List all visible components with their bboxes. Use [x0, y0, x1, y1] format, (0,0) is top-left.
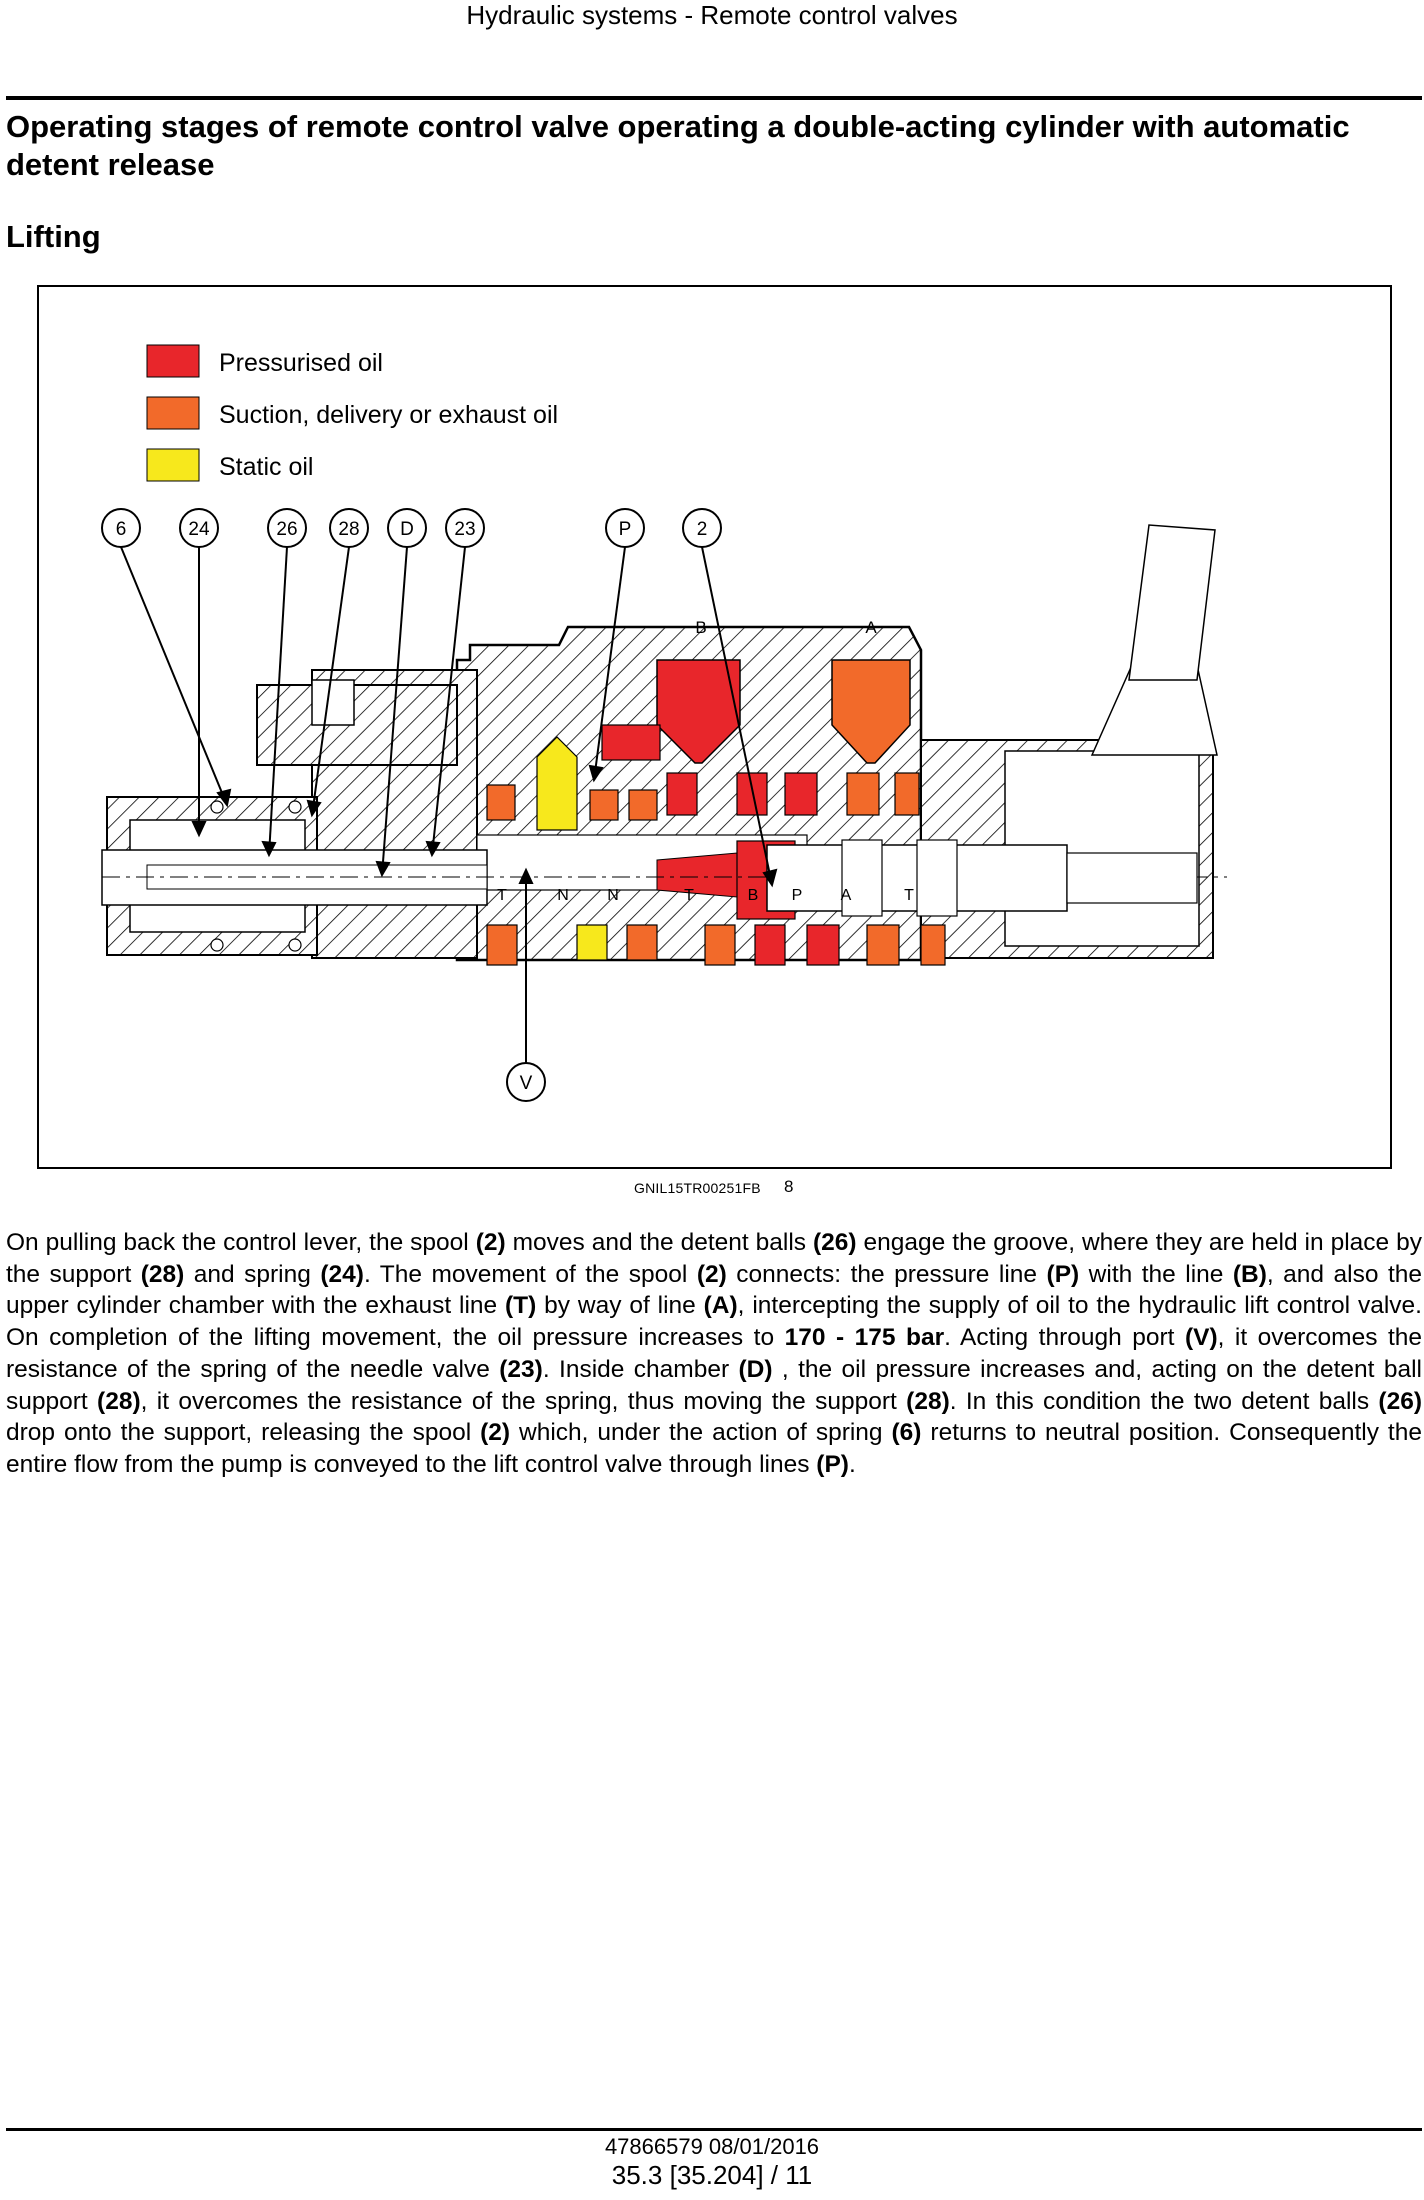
port-label-b: B [695, 618, 707, 637]
bold-reference: (6) [891, 1419, 922, 1447]
legend-label: Static oil [219, 453, 314, 481]
svg-text:28: 28 [338, 519, 360, 540]
svg-text:6: 6 [115, 519, 127, 540]
bold-reference: 170 - 175 bar [784, 1324, 945, 1352]
text-run: , the oil pressure increases and, acting on the detent ball support [6, 1355, 1422, 1415]
bold-reference: (P) [1046, 1260, 1080, 1288]
text-run: returns to neutral position. Consequently the entire flow from the pump is conveyed to the lift control valve through lines [6, 1419, 1422, 1478]
bold-reference: (2) [480, 1419, 511, 1447]
bold-reference: (2) [475, 1229, 506, 1256]
text-run: with the line [1079, 1260, 1233, 1288]
text-run: , it overcomes the resistance of the spring of the needle valve [6, 1324, 1423, 1383]
legend-swatch [147, 397, 199, 429]
text-run: . Inside chamber [542, 1355, 739, 1383]
text-run: which, under the action of spring [510, 1419, 892, 1447]
passage-label: A [840, 887, 852, 904]
bold-reference: (24) [320, 1260, 364, 1288]
port-label-a: A [865, 618, 877, 637]
text-run: . The movement of the spool [363, 1260, 697, 1288]
svg-text:26: 26 [276, 519, 298, 540]
header-rule [6, 96, 1422, 100]
bold-reference: (D) [738, 1355, 773, 1383]
passage-label: T [684, 887, 694, 904]
text-run: . In this condition the two detent balls [949, 1387, 1379, 1415]
callout-v [507, 1063, 545, 1101]
figure-number: 8 [784, 1177, 794, 1196]
legend-swatch [147, 449, 199, 481]
passage-label: N [607, 887, 619, 904]
body-paragraph [6, 1227, 1422, 1481]
section-title: Operating stages of remote control valve operating a double-acting cylinder with automatic detent release [6, 109, 1350, 182]
footer-page-ref: 35.3 [35.204] / 11 [611, 2160, 813, 2190]
bold-reference: (28) [97, 1387, 141, 1415]
footer-rule [6, 2128, 1422, 2131]
callout-p [606, 509, 644, 547]
bold-reference: (28) [906, 1387, 950, 1415]
bold-reference: (A) [703, 1292, 738, 1320]
bold-reference: (T) [505, 1292, 537, 1320]
callout-28 [330, 509, 368, 547]
passage-label: B [747, 887, 759, 904]
bold-reference: (26) [813, 1229, 857, 1256]
callout-24 [180, 509, 218, 547]
svg-text:P: P [618, 519, 632, 540]
svg-text:23: 23 [454, 519, 476, 540]
callout-26 [268, 509, 306, 547]
bold-reference: (23) [499, 1355, 543, 1383]
text-run: , it overcomes the resistance of the spring, thus moving the support [140, 1387, 907, 1415]
bold-reference: (28) [140, 1260, 185, 1288]
legend-item-suction [147, 397, 558, 429]
legend-swatch [147, 345, 199, 377]
bold-reference: (P) [816, 1450, 849, 1478]
passage-label: N [557, 887, 569, 904]
text-run: , intercepting the supply of oil to the hydraulic lift control valve. On completion of the lifting movement, the oil pressure increases to [6, 1292, 1422, 1352]
text-run: . Acting through port [944, 1324, 1185, 1352]
bold-reference: (B) [1232, 1260, 1267, 1288]
text-run: moves and the detent balls [505, 1229, 814, 1256]
svg-text:24: 24 [188, 519, 210, 540]
text-run: and spring [184, 1260, 321, 1288]
legend-item-pressurised [147, 345, 383, 377]
legend-label: Pressurised oil [219, 349, 383, 377]
passage-label: T [904, 887, 914, 904]
svg-text:D: D [400, 519, 414, 540]
bold-reference: (2) [696, 1260, 727, 1288]
legend-label: Suction, delivery or exhaust oil [219, 401, 559, 429]
text-run: by way of line [536, 1292, 704, 1320]
passage-label: P [791, 887, 803, 904]
bold-reference: (V) [1184, 1324, 1218, 1352]
text-run: engage the groove, where they are held in place by the support [6, 1229, 1422, 1288]
text-run: , and also the upper cylinder chamber with the exhaust line [6, 1260, 1423, 1320]
svg-text:V: V [519, 1073, 533, 1094]
text-run: connects: the pressure line [726, 1260, 1047, 1288]
text-run: . [848, 1450, 856, 1478]
subsection-title: Lifting [6, 219, 101, 254]
text-run: On pulling back the control lever, the spool [6, 1229, 476, 1256]
footer-doc-ref: 47866579 08/01/2016 [604, 2134, 820, 2159]
legend [147, 345, 558, 481]
bold-reference: (26) [1378, 1387, 1422, 1415]
figure-id: GNIL15TR00251FB [634, 1180, 761, 1196]
legend-item-static [147, 449, 313, 481]
callout-6 [102, 509, 140, 547]
callout-2 [683, 509, 721, 547]
valve-cross-section-diagram [37, 285, 1392, 1169]
callout-d [388, 509, 426, 547]
callout-23 [446, 509, 484, 547]
running-header: Hydraulic systems - Remote control valves [466, 0, 958, 30]
text-run: drop onto the support, releasing the spool [6, 1419, 481, 1447]
passage-label: T [497, 887, 507, 904]
svg-text:2: 2 [696, 519, 708, 540]
